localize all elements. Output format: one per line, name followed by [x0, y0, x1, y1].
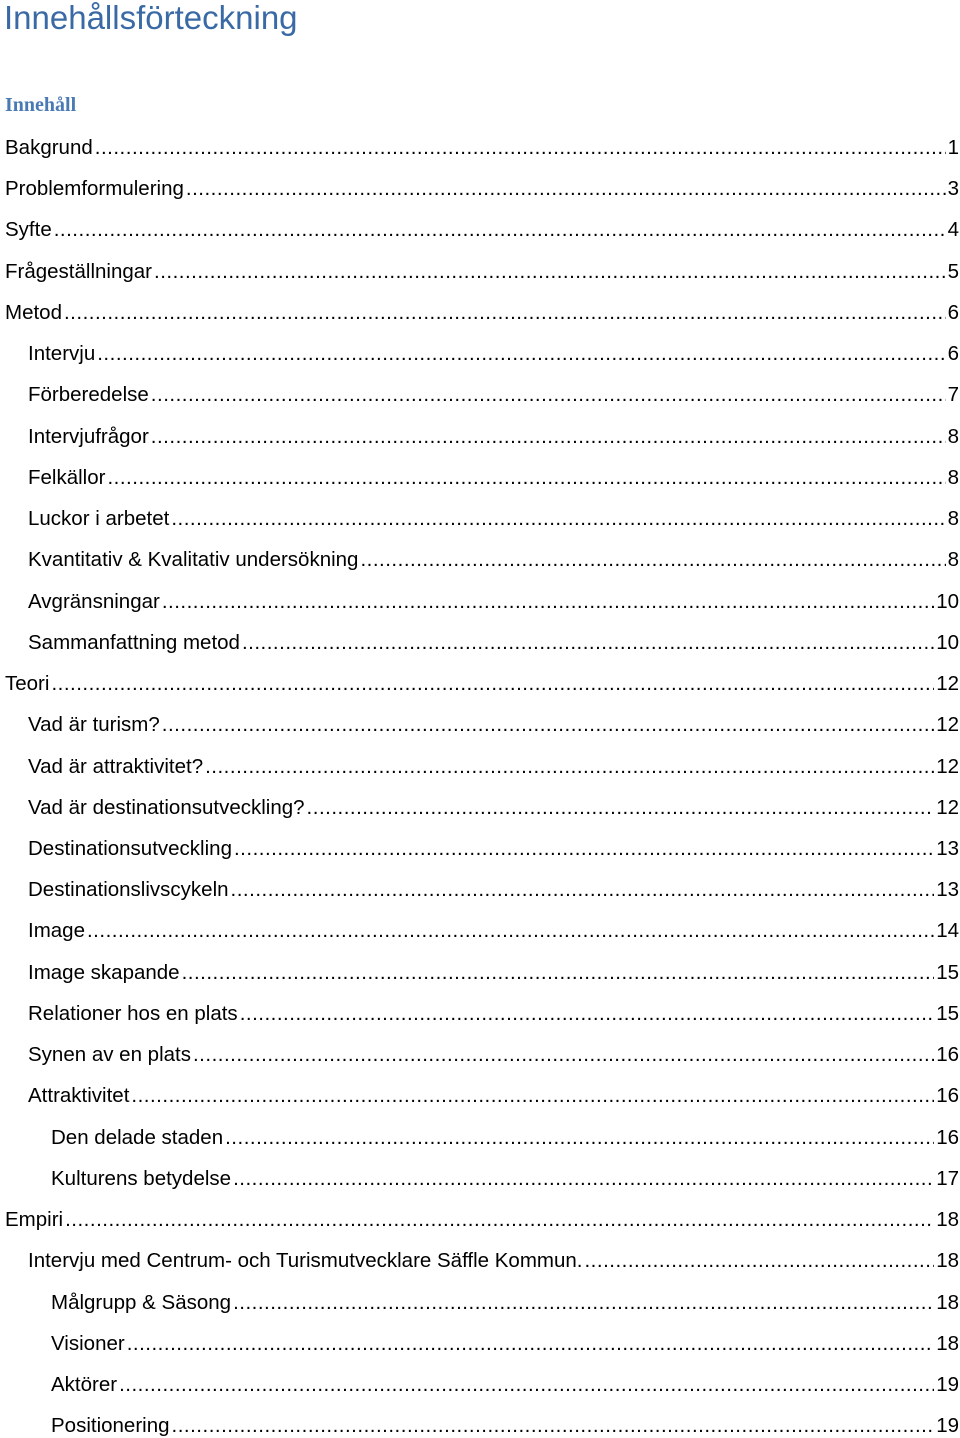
toc-entry-label: Sammanfattning metod — [28, 630, 240, 654]
toc-entry-label: Visioner — [51, 1331, 125, 1355]
toc-entry-page-number: 18 — [936, 1249, 959, 1273]
toc-entry[interactable] — [0, 374, 960, 415]
toc-entry[interactable] — [0, 622, 960, 663]
toc-entry-page-number: 6 — [947, 342, 959, 366]
toc-entry[interactable] — [0, 1117, 960, 1158]
toc-entry-label: Relationer hos en plats — [28, 1001, 238, 1025]
toc-dot-leader — [234, 828, 934, 869]
toc-entry-label: Kvantitativ & Kvalitativ undersökning — [28, 548, 359, 572]
toc-entry-label: Intervju med Centrum- och Turismutvecklare Säffle Kommun. — [28, 1249, 583, 1273]
toc-entry[interactable] — [0, 539, 960, 580]
toc-entry[interactable] — [0, 663, 960, 704]
toc-entry[interactable] — [0, 910, 960, 951]
toc-entry-page-number: 16 — [936, 1125, 959, 1149]
toc-dot-leader — [172, 1405, 935, 1438]
toc-entry[interactable] — [0, 457, 960, 498]
toc-entry-label: Förberedelse — [28, 383, 149, 407]
toc-entry-page-number: 18 — [936, 1331, 959, 1355]
toc-entry-label: Vad är turism? — [28, 713, 160, 737]
toc-entry-page-number: 12 — [936, 795, 959, 819]
toc-entry[interactable] — [0, 828, 960, 869]
toc-dot-leader — [64, 292, 946, 333]
toc-entry[interactable] — [0, 1240, 960, 1281]
toc-entry-page-number: 4 — [947, 218, 959, 242]
toc-entry-label: Destinationslivscykeln — [28, 878, 229, 902]
toc-entry[interactable] — [0, 1282, 960, 1323]
toc-dot-leader — [107, 457, 945, 498]
toc-entry-label: Destinationsutveckling — [28, 836, 232, 860]
toc-dot-leader — [162, 704, 934, 745]
toc-entry-label: Luckor i arbetet — [28, 507, 170, 531]
toc-entry-label: Problemformulering — [5, 177, 184, 201]
toc-entry-page-number: 18 — [936, 1290, 959, 1314]
toc-dot-leader — [162, 581, 934, 622]
toc-entry-label: Vad är destinationsutveckling? — [28, 795, 305, 819]
toc-entry-label: Syfte — [5, 218, 52, 242]
toc-entry[interactable] — [0, 416, 960, 457]
toc-dot-leader — [51, 663, 934, 704]
toc-entry-label: Metod — [5, 300, 62, 324]
toc-entry-label: Frågeställningar — [5, 259, 152, 283]
toc-entry[interactable] — [0, 952, 960, 993]
toc-entry-page-number: 8 — [947, 507, 959, 531]
toc-entry-page-number: 13 — [936, 836, 959, 860]
toc-dot-leader — [233, 1282, 934, 1323]
toc-entry[interactable] — [0, 498, 960, 539]
toc-entry-page-number: 19 — [936, 1414, 959, 1438]
toc-entry[interactable] — [0, 581, 960, 622]
toc-entry-label: Avgränsningar — [28, 589, 160, 613]
toc-dot-leader — [205, 746, 934, 787]
toc-entry[interactable] — [0, 1323, 960, 1364]
toc-dot-leader — [240, 993, 935, 1034]
toc-entry[interactable] — [0, 127, 960, 168]
toc-dot-leader — [97, 333, 945, 374]
toc-dot-leader — [154, 251, 946, 292]
toc-dot-leader — [87, 910, 934, 951]
toc-entry-page-number: 17 — [936, 1166, 959, 1190]
toc-entry-page-number: 16 — [936, 1084, 959, 1108]
toc-entry-label: Teori — [5, 672, 50, 696]
toc-entry[interactable] — [0, 787, 960, 828]
toc-entry[interactable] — [0, 1034, 960, 1075]
toc-dot-leader — [584, 1240, 934, 1281]
toc-entry[interactable] — [0, 251, 960, 292]
toc-entry[interactable] — [0, 1199, 960, 1240]
toc-entry[interactable] — [0, 333, 960, 374]
toc-entry-label: Image skapande — [28, 960, 180, 984]
toc-entry-page-number: 10 — [936, 630, 959, 654]
toc-entry-label: Felkällor — [28, 465, 106, 489]
toc-entry-label: Positionering — [51, 1414, 170, 1438]
toc-entry[interactable] — [0, 993, 960, 1034]
toc-dot-leader — [233, 1158, 934, 1199]
toc-entry-label: Bakgrund — [5, 136, 93, 159]
toc-entry[interactable] — [0, 1075, 960, 1116]
toc-entry-page-number: 15 — [936, 1001, 959, 1025]
toc-dot-leader — [225, 1117, 934, 1158]
page-title: Innehållsförteckning — [4, 0, 298, 36]
toc-entry-page-number: 12 — [936, 754, 959, 778]
toc-entry[interactable] — [0, 1364, 960, 1405]
toc-entry-label: Synen av en plats — [28, 1043, 191, 1067]
toc-entry[interactable] — [0, 209, 960, 250]
toc-entry-page-number: 7 — [947, 383, 959, 407]
toc-entry[interactable] — [0, 292, 960, 333]
toc-entry[interactable] — [0, 746, 960, 787]
toc-entry-page-number: 1 — [947, 136, 959, 159]
toc-entry-page-number: 15 — [936, 960, 959, 984]
toc-dot-leader — [65, 1199, 934, 1240]
toc-dot-leader — [131, 1075, 934, 1116]
toc-entry-label: Kulturens betydelse — [51, 1166, 232, 1190]
toc-dot-leader — [182, 952, 935, 993]
toc-dot-leader — [242, 622, 934, 663]
toc-entry-page-number: 19 — [936, 1373, 959, 1397]
toc-entry-page-number: 8 — [947, 548, 959, 572]
toc-dot-leader — [307, 787, 935, 828]
toc-dot-leader — [193, 1034, 934, 1075]
toc-entry-label: Den delade staden — [51, 1125, 224, 1149]
toc-entry-label: Aktörer — [51, 1373, 118, 1397]
toc-entry-page-number: 13 — [936, 878, 959, 902]
toc-entry[interactable] — [0, 168, 960, 209]
toc-dot-leader — [95, 127, 946, 168]
toc-dot-leader — [151, 416, 946, 457]
toc-entry-page-number: 8 — [947, 424, 959, 448]
toc-heading: Innehåll — [5, 94, 77, 116]
toc-dot-leader — [231, 869, 935, 910]
toc-dot-leader — [119, 1364, 934, 1405]
toc-entry-page-number: 6 — [947, 300, 959, 324]
toc-entry-page-number: 12 — [936, 672, 959, 696]
toc-dot-leader — [54, 209, 946, 250]
toc-dot-leader — [186, 168, 946, 209]
toc-entry-page-number: 8 — [947, 465, 959, 489]
toc-entry[interactable] — [0, 1405, 960, 1438]
toc-entry-label: Image — [28, 919, 85, 943]
toc-entry-page-number: 3 — [947, 177, 959, 201]
toc-entry-page-number: 10 — [936, 589, 959, 613]
toc-entry[interactable] — [0, 869, 960, 910]
toc-dot-leader — [127, 1323, 934, 1364]
toc-entry-page-number: 12 — [936, 713, 959, 737]
toc-entry-label: Intervju — [28, 342, 96, 366]
toc-entry[interactable] — [0, 704, 960, 745]
toc-dot-leader — [151, 374, 946, 415]
toc-entry-page-number: 16 — [936, 1043, 959, 1067]
toc-entry-label: Attraktivitet — [28, 1084, 130, 1108]
table-of-contents — [0, 127, 960, 1438]
toc-entry-label: Målgrupp & Säsong — [51, 1290, 232, 1314]
toc-entry[interactable] — [0, 1158, 960, 1199]
toc-entry-page-number: 5 — [947, 259, 959, 283]
toc-entry-label: Intervjufrågor — [28, 424, 149, 448]
toc-entry-page-number: 14 — [936, 919, 959, 943]
toc-dot-leader — [171, 498, 945, 539]
toc-entry-page-number: 18 — [936, 1208, 959, 1232]
toc-dot-leader — [360, 539, 945, 580]
toc-entry-label: Empiri — [5, 1208, 64, 1232]
toc-entry-label: Vad är attraktivitet? — [28, 754, 204, 778]
